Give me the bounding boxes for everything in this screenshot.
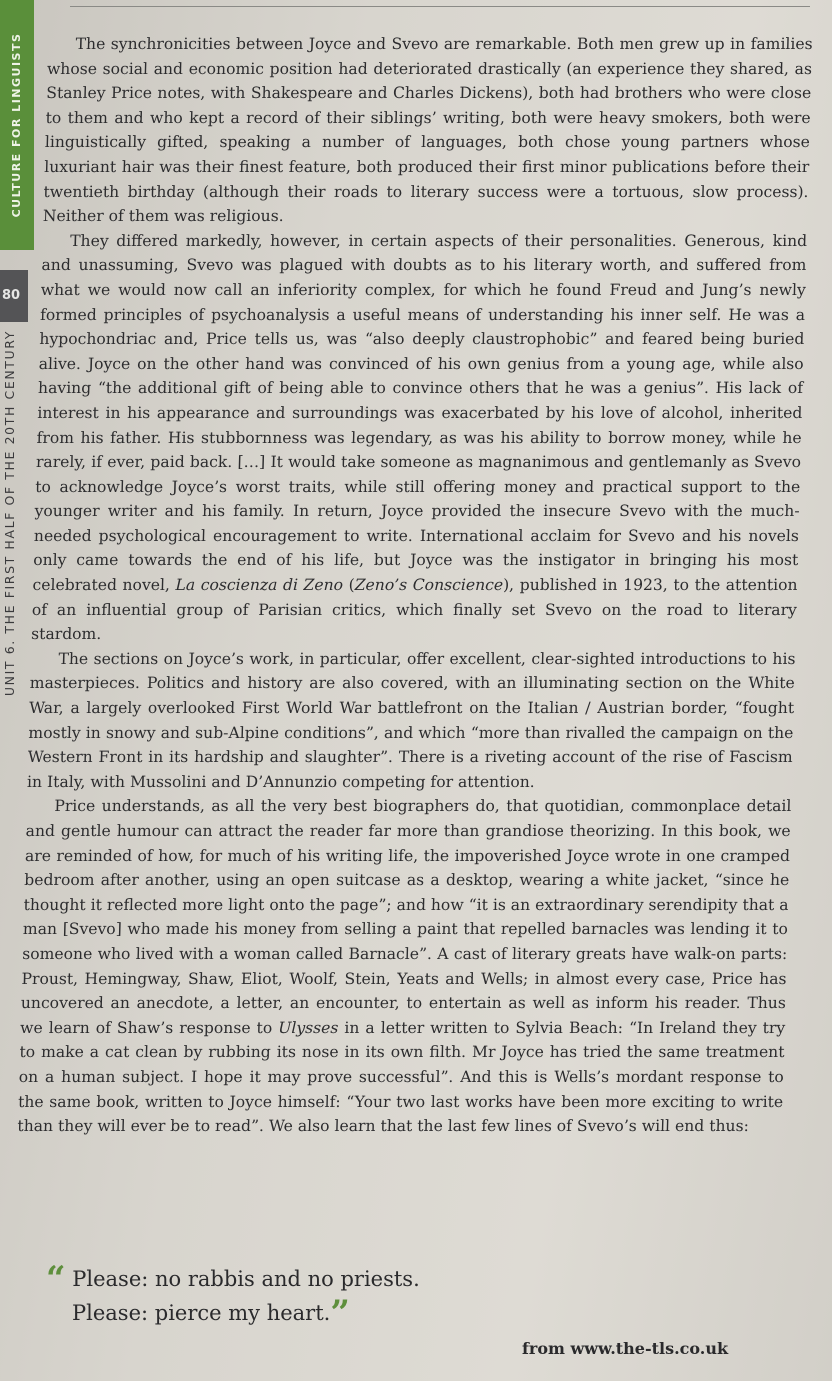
article-body [17,32,813,1139]
source-credit: from www.the-tls.co.uk [522,1339,729,1358]
paragraph-1: The synchronicities between Joyce and Svevo are remarkable. Both men grew up in families whose social and economic position had deteriorated drastically (an experience they shared, as Stanley Price notes, with Shakespeare and Charles Dickens), both had brothers who were close to them and who kept a record of their siblings’ writing, both were heavy smokers, both were linguistically gifted, speaking a number of languages, both chose young partners whose luxuriant hair was their finest feature, both produced their first minor publications before their twentieth birthday (although their roads to literary success were a tortuous, slow process). Neither of them was religious. [42,35,813,226]
close-quote-mark: ” [330,1293,350,1333]
pull-quote [46,1259,646,1333]
paragraph-2-text-a: They differed markedly, however, in certain aspects of their personalities. Generous, kind and unassuming, Svevo was plagued with doubts as to his literary worth, and suffered from what we would now call an inferiority complex, for which he found Freud and Jung’s newly formed principles of psychoanalysis a useful means of understanding his inner self. He was a hypochondriac and, Price tells us, was “also deeply claustrophobic” and feared being buried alive. Joyce on the other hand was convinced of his own genius from a young age, while also having “the additional gift of being able to convince others that he was a genius”. His lack of interest in his appearance and surroundings was exacerbated by his love of alcohol, inherited from his father. His stubbornness was legendary, as was his ability to borrow money, while he rarely, if ever, paid back. […] It would take someone as magnanimous and gentlemanly as Svevo to acknowledge Joyce’s worst traits, while still offering money and practical support to the younger writer and his family. In return, Joyce provided the insecure Svevo with the much-needed psychological encouragement to write. International acclaim for Svevo and his novels only came towards the end of his life, but Joyce was the instigator in bringing his most celebrated novel, [32,231,808,595]
paragraph-2 [31,229,808,647]
paragraph-4-text-a: Price understands, as all the very best biographers do, that quotidian, commonplace detail and gentle humour can attract the reader far more than grandiose theorizing. In this book, we are reminded of how, for much of his writing life, the impoverished Joyce wrote in one cramped bedroom after another, using an open suitcase as a desktop, wearing a white jacket, “since he thought it reflected more light onto the page”; and how “it is an extraordinary serendipity that a man [Svevo] who made his money from selling a paint that repelled barnacles was lending it to someone who lived with a woman called Barnacle”. A cast of literary greats have walk-on parts: Proust, Hemingway, Shaw, Eliot, Woolf, Stein, Yeats and Wells; in almost every case, Price has uncovered an anecdote, a letter, an encounter, to entertain as well as inform his reader. Thus we learn of Shaw’s response to [19,797,792,1037]
paragraph-4 [17,794,792,1138]
quote-line-1 [46,1259,646,1299]
page-number: 80 [0,270,28,322]
quote-line-2 [46,1293,646,1333]
section-tab [0,0,34,250]
section-label: CULTURE FOR LINGUISTS [10,32,23,218]
quote-text-1: Please: no rabbis and no priests. [72,1267,420,1291]
paragraph-3: The sections on Joyce’s work, in particular, offer excellent, clear-sighted introductions to his masterpieces. Politics and history are also covered, with an illuminating section on the White War, a largely overlooked First World War battlefront on the Italian / Austrian border, “fought mostly in snowy and sub-Alpine conditions”, and which “more than rivalled the campaign on the Western Front in its hardship and slaughter”. There is a riveting account of the rise of Fascism in Italy, with Mussolini and D’Annunzio competing for attention. [26,649,796,791]
paragraph-4-text-b: in a letter written to Sylvia Beach: “In Ireland they try to make a cat clean by rubbing its nose in its own filth. Mr Joyce has tried the same treatment on a human subject. I hope it may prove successful”. And this is Wells’s mordant response to the same book, written to Joyce himself: “Your two last works have been more exciting to write than they will ever be to read”. We also learn that the last few lines of Svevo’s will end thus: [17,1018,786,1136]
open-quote-mark: “ [46,1259,66,1299]
book-title-italian: La coscienza di Zeno [175,576,344,595]
book-title-english: Zeno’s Conscience [354,576,504,595]
quote-text-2: Please: pierce my heart. [72,1301,331,1325]
unit-label: UNIT 6. THE FIRST HALF OF THE 20TH CENTURY [2,330,17,697]
paragraph-2-text-b: ( [342,576,355,595]
book-title-ulysses: Ulysses [277,1018,339,1037]
paragraph-2-text-c: ), published in 1923, to the attention of an influential group of Parisian critics, which finally set Svevo on the road to literary stardom. [30,576,798,644]
top-rule [70,6,810,7]
